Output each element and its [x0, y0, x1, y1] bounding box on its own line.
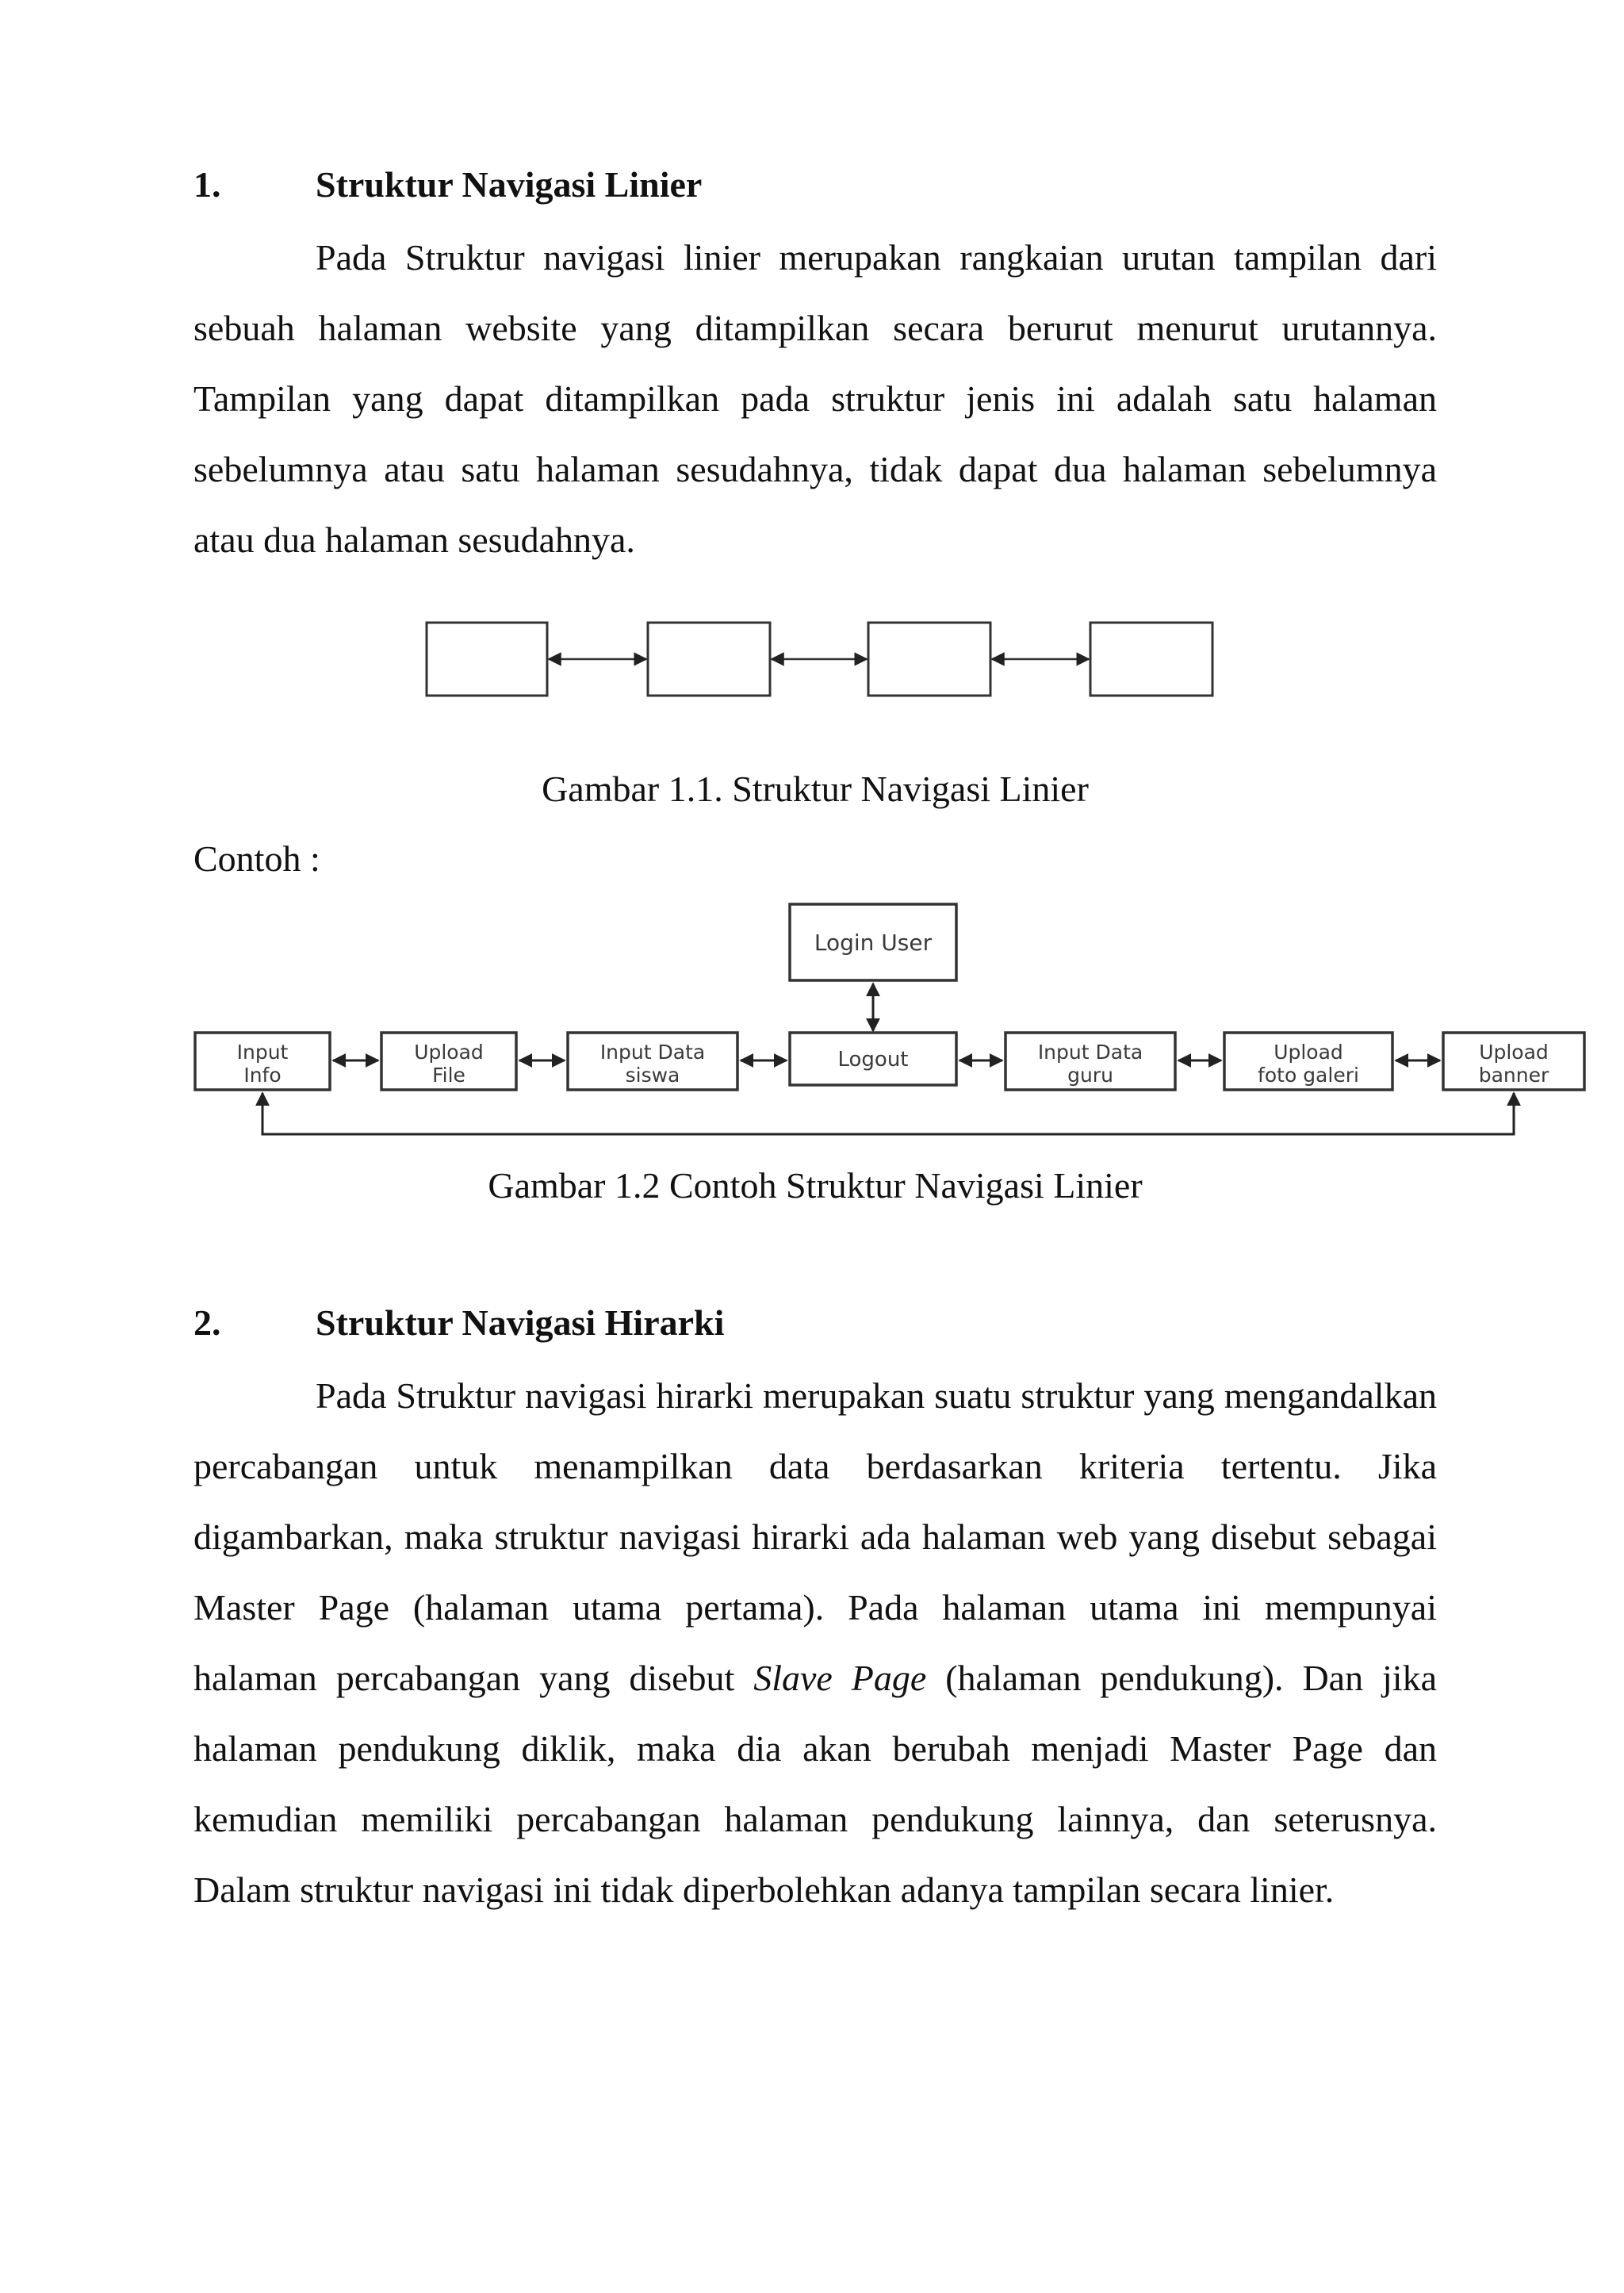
node-upload-foto-galeri-line1: Upload — [1274, 1041, 1343, 1064]
section-2-paragraph — [193, 1360, 1437, 1925]
section-1-heading — [193, 163, 702, 205]
section-1-title: Struktur Navigasi Linier — [316, 164, 703, 205]
arrow-loop-banner-info — [262, 1093, 1514, 1134]
node-login-user — [790, 904, 956, 980]
section-2-title: Struktur Navigasi Hirarki — [316, 1302, 725, 1343]
node-upload-file — [381, 1033, 516, 1090]
node-input-info-line2: Info — [243, 1064, 282, 1087]
section-2-paragraph-italic: Slave Page — [753, 1658, 927, 1698]
node-input-info — [195, 1033, 330, 1090]
node-upload-banner — [1443, 1033, 1584, 1090]
node-logout — [790, 1033, 956, 1085]
figure-1-1-linear-diagram — [412, 611, 1229, 706]
section-2-paragraph-part2: (halaman pendukung). Dan jika halaman pendukung diklik, maka dia akan berubah menjadi Master Page dan kemudian memiliki percabangan halaman pendukung lainnya, dan seterusnya. Dalam struktur navigasi ini tidak diperbolehkan adanya tampilan secara linier. — [193, 1658, 1437, 1910]
linear-box-3 — [868, 623, 990, 696]
node-logout-label: Logout — [837, 1048, 909, 1072]
node-upload-banner-line2: banner — [1478, 1064, 1549, 1087]
figure-1-2-caption: Gambar 1.2 Contoh Struktur Navigasi Linier — [488, 1165, 1143, 1206]
node-upload-file-line2: File — [432, 1064, 465, 1087]
figure-1-1-caption: Gambar 1.1. Struktur Navigasi Linier — [542, 769, 1089, 809]
section-2-number: 2. — [193, 1302, 221, 1343]
figure-1-2-example-diagram — [182, 896, 1602, 1150]
node-input-info-line1: Input — [236, 1041, 289, 1064]
node-input-data-siswa — [568, 1033, 737, 1090]
section-1-number: 1. — [193, 164, 221, 205]
node-input-data-guru-line2: guru — [1067, 1064, 1113, 1087]
section-2-heading — [193, 1302, 724, 1344]
example-label: Contoh : — [193, 838, 320, 879]
node-upload-foto-galeri-line2: foto galeri — [1258, 1064, 1359, 1087]
section-2-paragraph-part1: Pada Struktur navigasi hirarki merupakan suatu struktur yang mengandalkan percabangan untuk menampilkan data berdasarkan kriteria tertentu. Jika digambarkan, maka struktur navigasi hirarki ada halaman web yang disebut sebagai Master Page (halaman utama pertama). Pada halaman utama ini mempunyai halaman percabangan yang disebut — [193, 1375, 1437, 1698]
section-1-paragraph: Pada Struktur navigasi linier merupakan rangkaian urutan tampilan dari sebuah halaman website yang ditampilkan secara berurut menurut urutannya. Tampilan yang dapat ditampilkan pada struktur jenis ini adalah satu halaman sebelumnya atau satu halaman sesudahnya, tidak dapat dua halaman sebelumnya atau dua halaman sesudahnya. — [193, 237, 1437, 560]
node-input-data-guru-line1: Input Data — [1037, 1041, 1143, 1064]
node-upload-file-line1: Upload — [414, 1041, 484, 1064]
linear-box-2 — [648, 623, 770, 696]
node-input-data-siswa-line1: Input Data — [599, 1041, 706, 1064]
node-upload-foto-galeri — [1224, 1033, 1392, 1090]
linear-box-4 — [1090, 623, 1212, 696]
node-upload-banner-line1: Upload — [1479, 1041, 1549, 1064]
linear-box-1 — [427, 623, 547, 696]
node-login-user-label: Login User — [814, 930, 933, 956]
node-input-data-siswa-line2: siswa — [625, 1064, 680, 1087]
node-input-data-guru — [1005, 1033, 1175, 1090]
